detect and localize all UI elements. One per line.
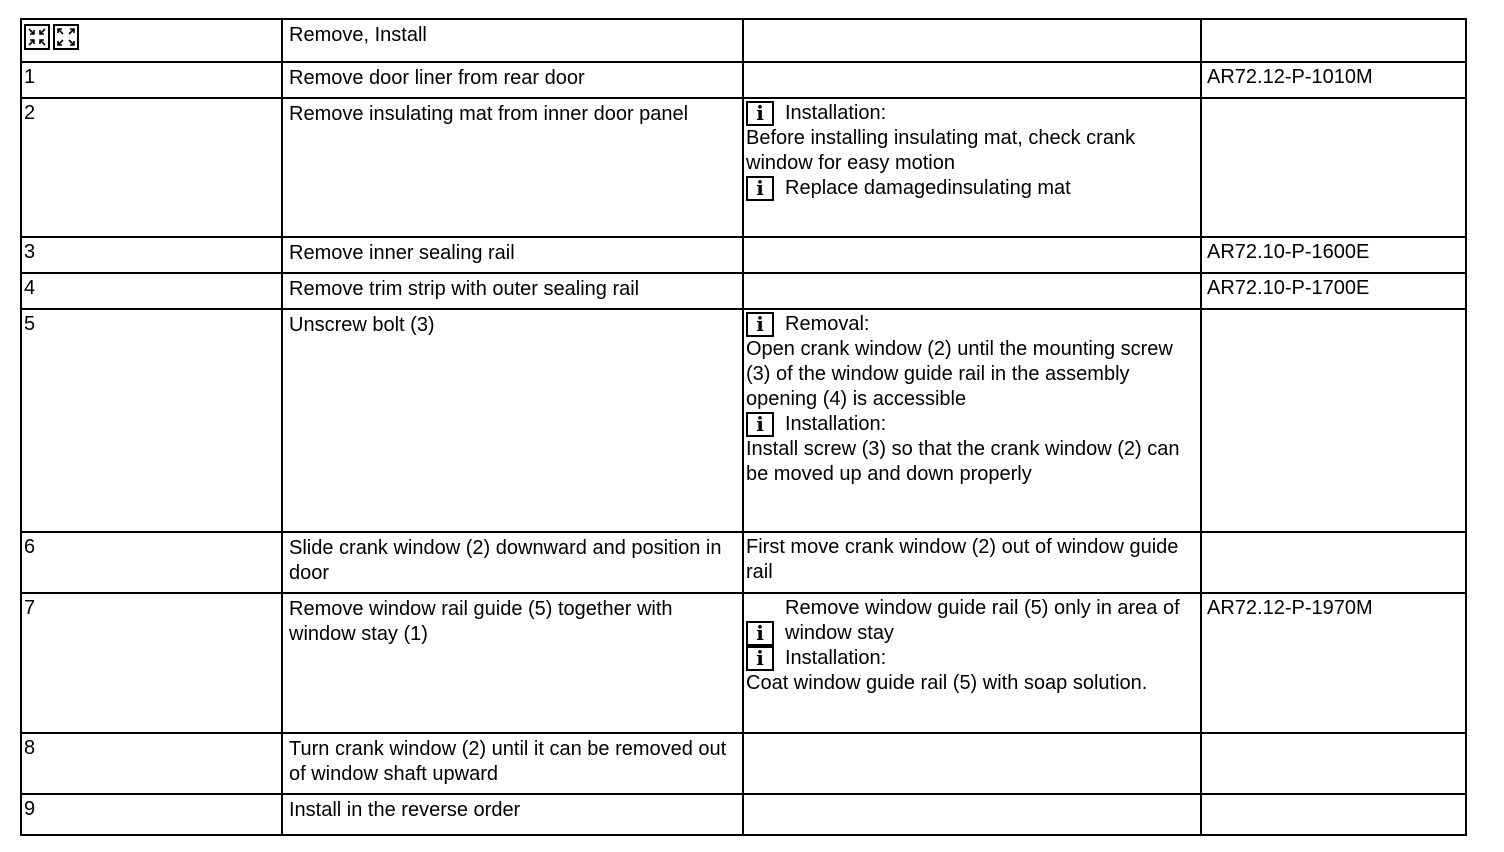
step-notes (743, 309, 1201, 532)
step-description: Remove door liner from rear door (282, 62, 743, 98)
note-heading-text: Installation: (785, 647, 887, 669)
table-row (21, 237, 1466, 273)
note-body: Install screw (3) so that the crank window (2) can be moved up and down properly (746, 438, 1180, 485)
step-number: 2 (21, 98, 282, 237)
document-reference-link (1201, 794, 1466, 835)
note-heading-text: Removal: (785, 313, 870, 335)
info-icon: i (746, 646, 774, 671)
note-heading (746, 312, 1200, 337)
note-body: Open crank window (2) until the mounting screw (3) of the window guide rail in the assembly opening (4) is accessible (746, 338, 1173, 410)
step-number: 8 (21, 733, 282, 794)
step-number: 6 (21, 532, 282, 593)
header-title: Remove, Install (282, 19, 743, 62)
step-notes (743, 794, 1201, 835)
procedure-table (20, 18, 1467, 836)
note-block (746, 176, 1200, 201)
note-heading-text: Installation: (785, 102, 887, 124)
document-reference-link[interactable]: AR72.10-P-1700E (1201, 273, 1466, 309)
note-block (746, 101, 1200, 176)
step-number: 1 (21, 62, 282, 98)
step-description: Remove trim strip with outer sealing rail (282, 273, 743, 309)
note-body: First move crank window (2) out of window guide rail (746, 536, 1179, 583)
step-description: Remove window rail guide (5) together with window stay (1) (282, 593, 743, 733)
table-row (21, 532, 1466, 593)
info-icon: i (746, 412, 774, 437)
note-block (746, 312, 1200, 412)
step-description: Turn crank window (2) until it can be removed out of window shaft upward (282, 733, 743, 794)
note-heading (746, 101, 1200, 126)
step-description: Remove insulating mat from inner door panel (282, 98, 743, 237)
step-notes (743, 98, 1201, 237)
install-icon (53, 24, 79, 50)
table-row (21, 733, 1466, 794)
step-number: 3 (21, 237, 282, 273)
note-body: Before installing insulating mat, check crank window for easy motion (746, 127, 1136, 174)
step-description: Slide crank window (2) downward and position in door (282, 532, 743, 593)
step-number: 5 (21, 309, 282, 532)
step-notes (743, 273, 1201, 309)
remove-icon (24, 24, 50, 50)
step-notes (743, 733, 1201, 794)
step-number: 7 (21, 593, 282, 733)
document-reference-link[interactable]: AR72.12-P-1010M (1201, 62, 1466, 98)
note-block (746, 596, 1200, 646)
header-icons-cell (21, 19, 282, 62)
document-reference-link (1201, 532, 1466, 593)
note-heading (746, 646, 1200, 671)
document-reference-link (1201, 309, 1466, 532)
document-reference-link (1201, 733, 1466, 794)
note-heading (746, 596, 1200, 646)
table-row (21, 593, 1466, 733)
info-icon: i (746, 312, 774, 337)
note-heading-text: Remove window guide rail (5) only in area of window stay (785, 597, 1180, 644)
info-icon: i (746, 176, 774, 201)
document-reference-link[interactable]: AR72.12-P-1970M (1201, 593, 1466, 733)
header-ref-cell (1201, 19, 1466, 62)
note-body: Coat window guide rail (5) with soap solution. (746, 672, 1148, 694)
document-reference-link[interactable]: AR72.10-P-1600E (1201, 237, 1466, 273)
note-heading (746, 412, 1200, 437)
document-reference-link (1201, 98, 1466, 237)
step-notes (743, 593, 1201, 733)
step-description: Remove inner sealing rail (282, 237, 743, 273)
note-heading-text: Replace damagedinsulating mat (785, 177, 1071, 199)
step-description: Install in the reverse order (282, 794, 743, 835)
table-row (21, 273, 1466, 309)
step-notes (743, 532, 1201, 593)
header-notes-cell (743, 19, 1201, 62)
table-row (21, 98, 1466, 237)
step-notes (743, 62, 1201, 98)
note-block (746, 535, 1200, 585)
note-heading-text: Installation: (785, 413, 887, 435)
step-notes (743, 237, 1201, 273)
step-number: 4 (21, 273, 282, 309)
note-block (746, 646, 1200, 696)
table-row (21, 62, 1466, 98)
note-block (746, 412, 1200, 487)
info-icon: i (746, 621, 774, 646)
info-icon: i (746, 101, 774, 126)
table-row (21, 309, 1466, 532)
table-row (21, 794, 1466, 835)
note-heading (746, 176, 1200, 201)
step-number: 9 (21, 794, 282, 835)
step-description: Unscrew bolt (3) (282, 309, 743, 532)
header-row (21, 19, 1466, 62)
